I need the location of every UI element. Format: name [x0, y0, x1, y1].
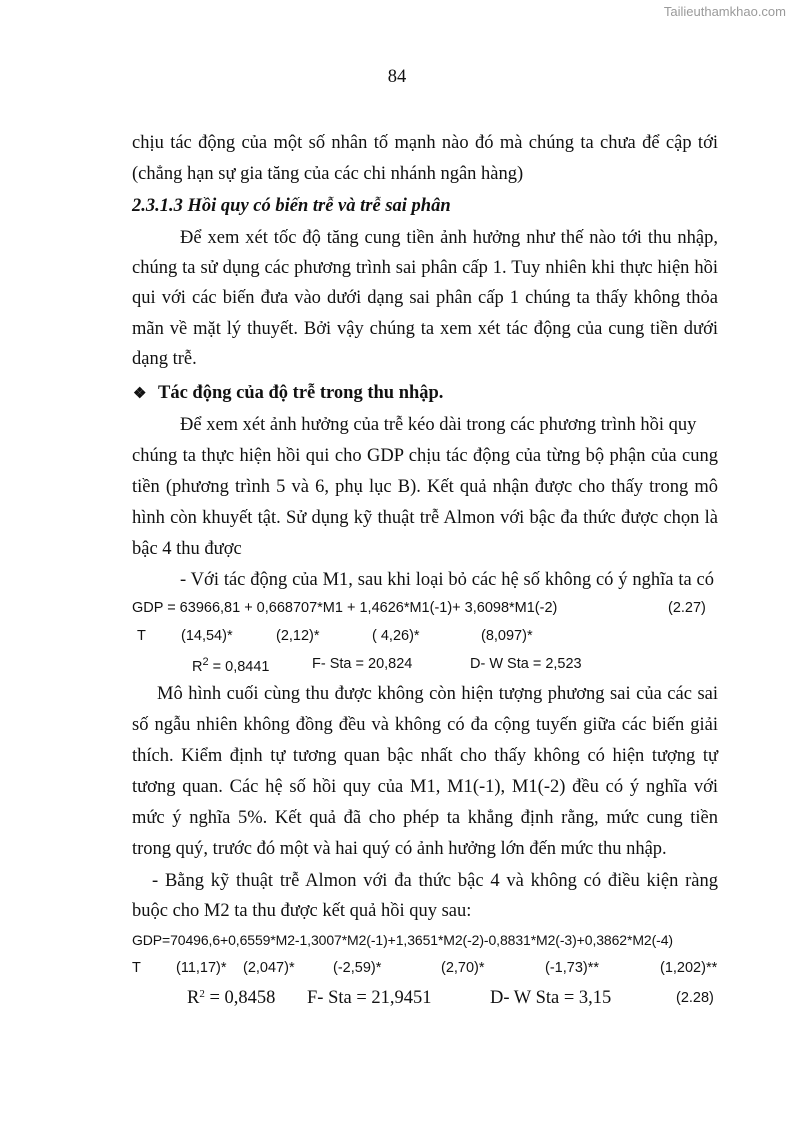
eq2-r-squared: $R^2 = 0,8458$ — [187, 988, 276, 1008]
para3-line-5: mức ý nghĩa 5%. Kết quả đã cho phép ta khẳng định rằng, mức cung tiền — [132, 808, 718, 828]
diamond-bullet-icon: ❖ — [133, 386, 147, 402]
intro-line-1: chịu tác động của một số nhân tố mạnh nào đó mà chúng ta chưa để cập tới — [132, 133, 718, 153]
eq1-t-label: T — [137, 628, 146, 644]
bullet-heading — [133, 383, 443, 404]
para2-line-2: chúng ta thực hiện hồi qui cho GDP chịu tác động của từng bộ phận của cung — [132, 446, 718, 466]
bullet-heading-text: Tác động của độ trễ trong thu nhập. — [158, 383, 444, 403]
para2-line-1: Để xem xét ảnh hưởng của trễ kéo dài trong các phương trình hồi quy — [180, 415, 697, 435]
eq1-t-value: (14,54)* — [181, 628, 233, 644]
eq1-formula: GDP = 63966,81 + 0,668707*M1 + 1,4626*M1(-1)+ 3,6098*M1(-2) — [132, 600, 558, 616]
para3-line-6: trong quý, trước đó một và hai quý có ảnh hưởng lớn đến mức thu nhập. — [132, 839, 667, 859]
para1-line-4: mãn về mặt lý thuyết. Bởi vậy chúng ta xem xét tác động của cung tiền dưới — [132, 319, 718, 339]
eq1-f-stat: F- Sta = 20,824 — [312, 656, 413, 672]
eq1-t-value: (8,097)* — [481, 628, 533, 644]
eq2-number: (2.28) — [676, 990, 714, 1006]
para1-line-1: Để xem xét tốc độ tăng cung tiền ảnh hưởng như thế nào tới thu nhập, — [180, 228, 718, 248]
para2-line-5: bậc 4 thu được — [132, 539, 242, 559]
para3-line-3: thích. Kiểm định tự tương quan bậc nhất cho thấy không có hiện tượng tự — [132, 746, 718, 766]
eq1-number: (2.27) — [668, 600, 706, 616]
eq2-formula: GDP=70496,6+0,6559*M2-1,3007*M2(-1)+1,3651*M2(-2)-0,8831*M2(-3)+0,3862*M2(-4) — [132, 932, 673, 948]
eq2-t-value: (-2,59)* — [333, 960, 382, 976]
eq2-f-stat: F- Sta = 21,9451 — [307, 988, 432, 1008]
para2-line-4: hình còn khuyết tật. Sử dụng kỹ thuật trễ Almon với bậc đa thức được chọn là — [132, 508, 718, 528]
para4-line-1: - Bằng kỹ thuật trễ Almon với đa thức bậc 4 và không có điều kiện ràng — [152, 871, 718, 891]
eq2-t-value: (2,70)* — [441, 960, 485, 976]
para3-line-1: Mô hình cuối cùng thu được không còn hiện tượng phương sai của các sai — [157, 684, 718, 704]
para1-line-2: chúng ta sử dụng các phương trình sai phân cấp 1. Tuy nhiên khi thực hiện hồi — [132, 258, 718, 278]
eq1-t-value: ( 4,26)* — [372, 628, 420, 644]
section-heading: 2.3.1.3 Hồi quy có biến trễ và trễ sai phân — [132, 196, 451, 216]
eq2-t-value: (1,202)** — [660, 960, 718, 976]
para3-line-4: tương quan. Các hệ số hồi quy của M1, M1(-1), M1(-2) đều có ý nghĩa với — [132, 777, 718, 797]
eq1-t-value: (2,12)* — [276, 628, 320, 644]
para2-line-3: tiền (phương trình 5 và 6, phụ lục B). Kết quả nhận được cho thấy trong mô — [132, 477, 718, 497]
para1-line-3: qui với các biến đưa vào dưới dạng sai phân cấp 1 chúng ta thấy không thỏa — [132, 288, 718, 308]
eq1-r-squared: $R^2 = 0,8441$ — [192, 656, 270, 675]
watermark: Tailieuthamkhao.com — [663, 4, 786, 19]
eq2-t-value: (-1,73)** — [545, 960, 599, 976]
para1-line-5: dạng trễ. — [132, 349, 197, 369]
eq2-t-value: (2,047)* — [243, 960, 295, 976]
eq2-dw-stat: D- W Sta = 3,15 — [490, 988, 612, 1008]
para2-line-6: - Với tác động của M1, sau khi loại bỏ các hệ số không có ý nghĩa ta có — [180, 570, 714, 590]
intro-line-2: (chẳng hạn sự gia tăng của các chi nhánh ngân hàng) — [132, 164, 524, 184]
para3-line-2: số ngẫu nhiên không đồng đều và không có đa cộng tuyến giữa các biến giải — [132, 715, 718, 735]
eq2-t-value: (11,17)* — [176, 960, 227, 976]
para4-line-2: buộc cho M2 ta thu được kết quả hồi quy sau: — [132, 901, 472, 921]
page-number: 84 — [387, 67, 407, 87]
eq2-t-label: T — [132, 960, 141, 976]
eq1-dw-stat: D- W Sta = 2,523 — [470, 656, 582, 672]
